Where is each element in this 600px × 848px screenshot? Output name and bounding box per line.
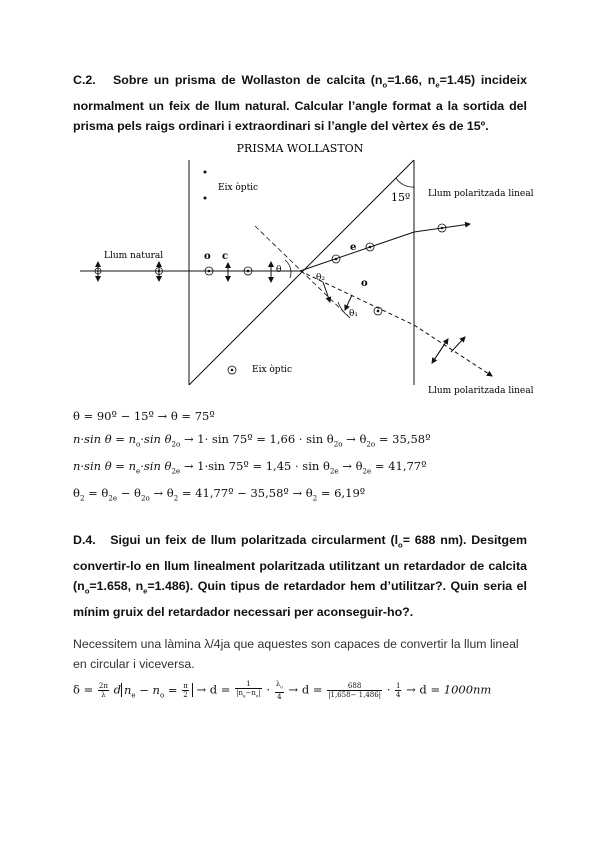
- label-theta2: θ₂: [316, 273, 326, 283]
- prism-diagonal: [189, 160, 414, 385]
- answer-d4-text: [73, 634, 533, 674]
- label-eix-optic-bottom: Eix òptic: [252, 365, 293, 375]
- label-15-degrees: 15º: [391, 191, 411, 204]
- problem-d4-line-4: mínim gruix del retardador necessari per aconseguir-ho?.: [73, 605, 414, 620]
- problem-c2-statement: [73, 70, 527, 137]
- problem-d4-line-3: ($n_o=1.658$, $n_e=1.486$). Quin tipus de retardador hem d’utilitzar?. Quin seria el: [73, 579, 527, 596]
- problem-c2-line-3: prisma pels raigs ordinari i extraordinari si l’angle del vèrtex és de 15º.: [73, 119, 489, 134]
- label-llum-natural: Llum natural: [104, 251, 164, 261]
- retarder-formula: δ = $\frac{2\pi}{\lambda}$ d $n_e - n_o$ = $\frac{\pi}{2}$ → d = $\frac{1}{|n_e-n_o|}$ · $\frac{\lambda_o}{4}$ → d = $\frac{688}{|1,658- 1,486|}$ · $\frac{1}{4}$ → d = 1000nm: [73, 680, 492, 702]
- eix-optic-top-dot: [204, 171, 207, 174]
- label-llum-polaritzada-top: Llum polaritzada lineal: [428, 189, 534, 199]
- answer-d4-line-2: en circular i viceversa.: [73, 657, 195, 671]
- label-eix-optic-top: Eix òptic: [218, 183, 259, 193]
- label-c: c: [222, 251, 229, 262]
- label-theta1: θ₁: [349, 309, 359, 319]
- equation-theta: θ = 90º − 15º → θ = 75º: [73, 409, 215, 423]
- label-o-ray: o: [361, 278, 368, 289]
- problem-d4-statement: [73, 530, 527, 623]
- label-theta: θ: [276, 265, 282, 275]
- vertex-angle-arc: [396, 178, 414, 187]
- equation-difference: $\theta_2 = \theta_{2e} - \theta_{2o} \to \theta_2$ = 41,77º − 35,58º → $\theta_2$ = 6,19º: [73, 486, 366, 503]
- problem-d4-line-1: D.4. Sigui un feix de llum polaritzada circularment ($l_o= 688$ nm). Desitgem: [73, 533, 528, 550]
- wollaston-prism-diagram: [0, 135, 600, 405]
- equation-ordinary: n·sin $\theta = n_o\cdot\sin$ $\theta_{2o} \to 1\cdot \sin$ 75º = $1,66 \cdot \sin \theta_{2o} \to \theta_{2o}$ = 35,58º: [73, 432, 431, 449]
- answer-d4-line-1: Necessitem una làmina λ/4ja que aquestes son capaces de convertir la llum lineal: [73, 637, 519, 651]
- label-e-ray: e: [350, 242, 357, 253]
- label-llum-polaritzada-bottom: Llum polaritzada lineal: [428, 386, 534, 396]
- ray-e-inside: [300, 232, 414, 271]
- problem-c2-line-2: normalment un feix de llum natural. Calcular l’angle format a la sortida del: [73, 98, 527, 113]
- label-o: o: [204, 251, 211, 262]
- equation-extraordinary: n·sin $\theta = n_e\cdot\sin$ $\theta_{2e} \to 1\cdot\sin$ 75º = $1,45 \cdot \sin \theta_{2e} \to \theta_{2e}$ = 41,77º: [73, 459, 427, 476]
- problem-d4-line-2: convertir-lo en llum linealment polaritzada utilitzant un retardador de calcita: [73, 558, 527, 573]
- problem-c2-line-1: C.2. Sobre un prisma de Wollaston de calcita ($n_o=1.66$, $n_e=1.45$) incideix: [73, 73, 527, 90]
- diagram-title: PRISMA WOLLASTON: [236, 142, 364, 155]
